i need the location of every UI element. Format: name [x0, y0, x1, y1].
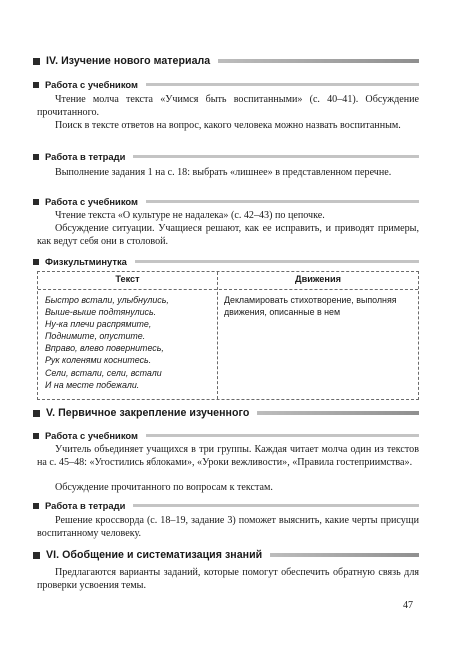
- square-bullet-icon: [33, 154, 39, 160]
- table-column-divider: [217, 272, 218, 399]
- square-bullet-icon: [33, 503, 39, 509]
- square-bullet-icon: [33, 552, 40, 559]
- section-header-5: [33, 407, 419, 419]
- paragraph: Чтение текста «О культуре не надалека» (с. 42–43) по цепочке.: [55, 210, 325, 221]
- subheader-textbook-1: [33, 79, 419, 90]
- poem-line: Рук коленями коснитесь.: [45, 355, 152, 366]
- subheader-title: Работа с учебником: [45, 79, 138, 90]
- subheader-rule: [133, 504, 419, 507]
- paragraph: Решение кроссворда (с. 18–19, задание 3) поможет выяснить, какие черты присущи воспитанному человеку.: [37, 515, 419, 539]
- section-title: V. Первичное закрепление изученного: [46, 407, 250, 419]
- poem-line: Быстро встали, улыбнулись,: [45, 295, 169, 305]
- subheader-rule: [146, 434, 419, 437]
- paragraph: Учитель объединяет учащихся в три группы. Каждая читает молча один из текстов на с. 45–48: «Угостились яблоками», «Уроки вежливости», «Правила гостеприимства».: [37, 444, 419, 468]
- square-bullet-icon: [33, 433, 39, 439]
- poem-cell: [45, 294, 213, 391]
- poem-line: Поднимите, опустите.: [45, 331, 146, 342]
- header-rule: [270, 553, 419, 557]
- subheader-rule: [135, 260, 419, 263]
- subheader-title: Физкультминутка: [45, 256, 127, 267]
- subheader-title: Работа в тетради: [45, 151, 126, 162]
- subheader-notebook-2: [33, 500, 419, 511]
- section-header-6: [33, 549, 419, 561]
- header-rule: [257, 411, 419, 415]
- square-bullet-icon: [33, 410, 40, 417]
- poem-line: Сели, встали, сели, встали: [45, 367, 162, 378]
- poem-line: Ну-ка плечи распрямите,: [45, 319, 152, 330]
- paragraph: Предлагаются варианты заданий, которые помогут обеспечить обратную связь для проверки усвоения темы.: [37, 567, 419, 591]
- subheader-title: Работа с учебником: [45, 196, 138, 207]
- square-bullet-icon: [33, 82, 39, 88]
- square-bullet-icon: [33, 58, 40, 65]
- poem-line: Вправо, влево повернитесь,: [45, 343, 164, 354]
- header-rule: [218, 59, 419, 63]
- subheader-rule: [146, 200, 419, 203]
- paragraph: Обсуждение ситуации. Учащиеся решают, как ее исправить, и приводят примеры, как ведут себя они в столовой.: [37, 223, 419, 247]
- section-title: IV. Изучение нового материала: [46, 55, 211, 67]
- poem-line: И на месте побежали.: [45, 379, 140, 390]
- paragraph: Поиск в тексте ответов на вопрос, какого человека можно назвать воспитанным.: [55, 120, 401, 131]
- subheader-textbook-2: [33, 196, 419, 207]
- section-title: VI. Обобщение и систематизация знаний: [46, 549, 263, 561]
- paragraph: Чтение молча текста «Учимся быть воспитанными» (с. 40–41). Обсуждение прочитанного.: [37, 94, 419, 118]
- section-header-4: [33, 55, 419, 67]
- subheader-rule: [146, 83, 419, 86]
- exercise-table: [37, 271, 419, 400]
- subheader-exercise: [33, 256, 419, 267]
- poem-line: Выше-выше подтянулись.: [45, 307, 157, 318]
- table-header-text: Текст: [115, 274, 140, 284]
- subheader-notebook-1: [33, 151, 419, 162]
- square-bullet-icon: [33, 199, 39, 205]
- paragraph: Обсуждение прочитанного по вопросам к текстам.: [55, 482, 273, 493]
- subheader-title: Работа с учебником: [45, 430, 138, 441]
- paragraph: Выполнение задания 1 на с. 18: выбрать «лишнее» в представленном перечне.: [55, 167, 392, 178]
- movements-cell: Декламировать стихотворение, выполняя движения, описанные в нем: [224, 295, 397, 318]
- subheader-textbook-3: [33, 430, 419, 441]
- subheader-rule: [133, 155, 419, 158]
- subheader-title: Работа в тетради: [45, 500, 126, 511]
- square-bullet-icon: [33, 259, 39, 265]
- page-number: 47: [403, 600, 413, 611]
- table-header-movements: Движения: [295, 274, 341, 284]
